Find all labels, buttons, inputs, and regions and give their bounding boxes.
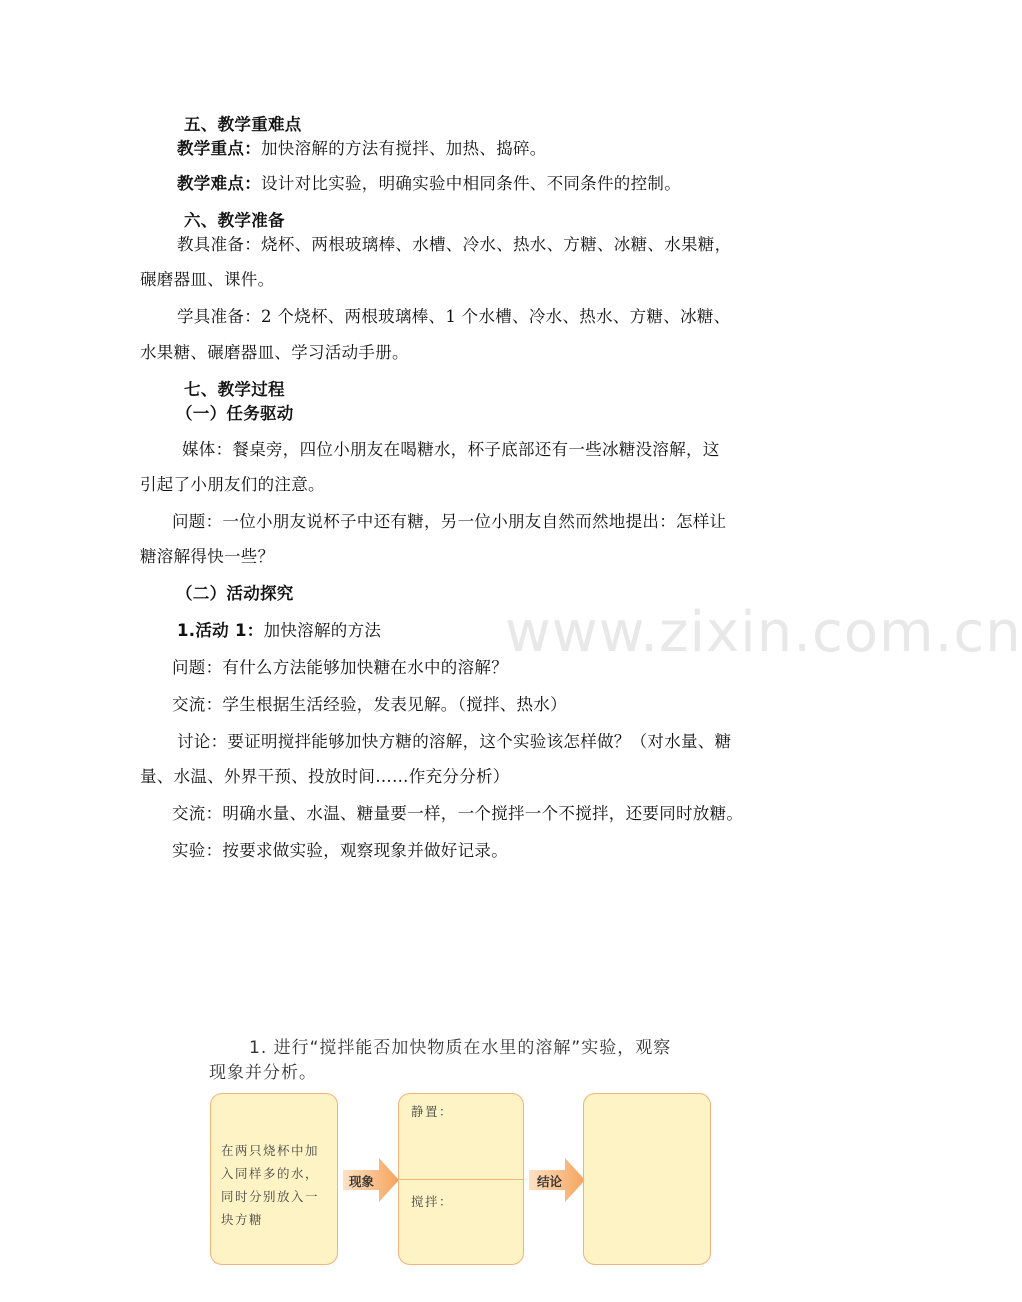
observation-divider — [399, 1179, 523, 1180]
setup-text-line: 入同样多的水， — [221, 1166, 320, 1181]
discuss-line2: 量、水温、外界干预、投放时间……作充分分析） — [140, 767, 510, 786]
teacher-prep-line1: 教具准备：烧杯、两根玻璃棒、水槽、冷水、热水、方糖、冰糖、水果糖， — [177, 235, 732, 254]
difficulty-text: 设计对比实验，明确实验中相同条件、不同条件的控制。 — [261, 174, 681, 193]
teacher-prep-line2: 碾磨器皿、课件。 — [140, 270, 275, 289]
difficulty-line — [177, 173, 681, 195]
experiment-line: 实验：按要求做实验，观察现象并做好记录。 — [172, 841, 508, 860]
observation-box — [398, 1093, 524, 1265]
stir-label: 搅拌： — [411, 1194, 454, 1209]
figure-caption-line1: 1. 进行“搅拌能否加快物质在水里的溶解”实验，观察 — [249, 1038, 672, 1058]
experiment-figure — [205, 1030, 725, 1270]
arrow1-label: 现象 — [349, 1174, 375, 1189]
setup-text-line: 同时分别放入一 — [221, 1189, 320, 1204]
question-line1: 问题：一位小朋友说杯子中还有糖，另一位小朋友自然而然地提出：怎样让 — [172, 512, 727, 531]
part2-heading: （二）活动探究 — [176, 584, 294, 603]
activity1-line — [177, 620, 381, 642]
exchange2-line: 交流：明确水量、水温、糖量要一样，一个搅拌一个不搅拌，还要同时放糖。 — [172, 804, 744, 823]
section6-heading: 六、教学准备 — [184, 211, 285, 230]
key-point-label: 教学重点： — [177, 139, 261, 158]
key-point-text: 加快溶解的方法有搅拌、加热、捣碎。 — [261, 139, 547, 158]
section5-heading: 五、教学重难点 — [184, 115, 302, 134]
discuss-line1: 讨论：要证明搅拌能够加快方糖的溶解，这个实验该怎样做？（对水量、糖 — [177, 732, 732, 751]
figure-caption-line2: 现象并分析。 — [209, 1063, 317, 1083]
activity1-label: 1.活动 1： — [177, 621, 264, 640]
setup-box — [210, 1093, 338, 1265]
key-point-line — [177, 138, 547, 160]
static-label: 静置： — [411, 1104, 454, 1119]
media-line2: 引起了小朋友们的注意。 — [140, 475, 325, 494]
arrow2-label: 结论 — [537, 1174, 563, 1189]
setup-text-line: 块方糖 — [221, 1212, 264, 1227]
question2-line: 问题：有什么方法能够加快糖在水中的溶解？ — [172, 658, 508, 677]
section7-heading: 七、教学过程 — [184, 380, 285, 399]
setup-text — [221, 1139, 319, 1231]
student-prep-line2: 水果糖、碾磨器皿、学习活动手册。 — [140, 343, 409, 362]
question-line2: 糖溶解得快一些？ — [140, 547, 275, 566]
difficulty-label: 教学难点： — [177, 174, 261, 193]
student-prep-line1: 学具准备：2 个烧杯、两根玻璃棒、1 个水槽、冷水、热水、方糖、冰糖、 — [177, 307, 731, 326]
part1-heading: （一）任务驱动 — [176, 404, 294, 423]
media-line1: 媒体：餐桌旁，四位小朋友在喝糖水，杯子底部还有一些冰糖没溶解，这 — [182, 440, 720, 459]
activity1-text: 加快溶解的方法 — [263, 621, 382, 640]
exchange1-line: 交流：学生根据生活经验，发表见解。（搅拌、热水） — [172, 695, 567, 714]
conclusion-box — [583, 1093, 711, 1265]
watermark-text: www.zixin.com.cn — [505, 600, 1022, 665]
setup-text-line: 在两只烧杯中加 — [221, 1143, 320, 1158]
